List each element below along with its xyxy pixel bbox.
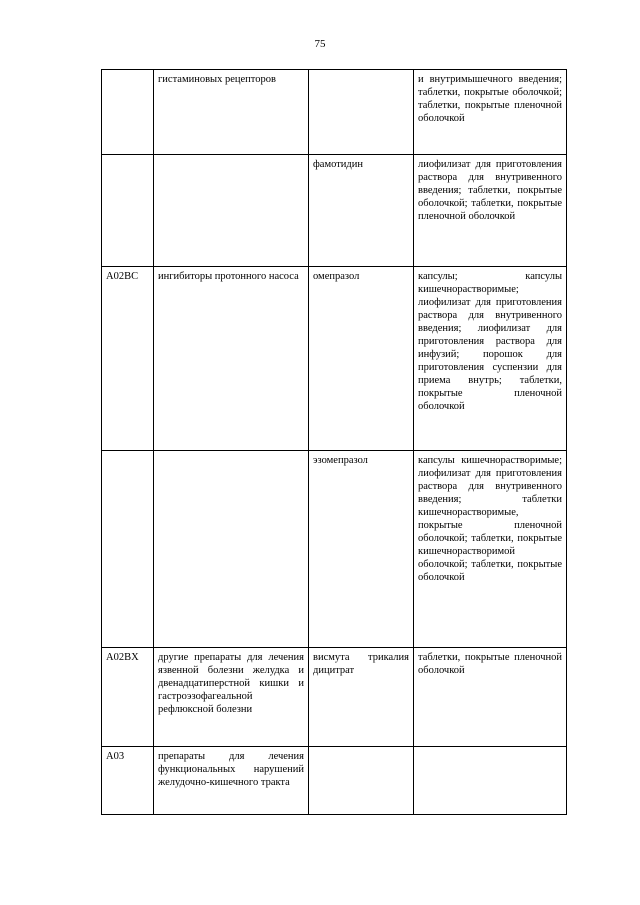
group-cell: другие препараты для лечения язвенной болезни желудка и двенадцатиперстной кишки и гастроэзофагеальной рефлюксной болезни (154, 648, 309, 747)
group-cell (154, 451, 309, 648)
substance-cell: висмута трикалия дицитрат (309, 648, 414, 747)
substance-cell (309, 70, 414, 155)
atc-code-cell (102, 70, 154, 155)
group-cell: гистаминовых рецепторов (154, 70, 309, 155)
dosage-forms-cell: таблетки, покрытые пленочной оболочкой (414, 648, 567, 747)
table-row (102, 648, 567, 747)
group-cell (154, 155, 309, 267)
atc-code-cell: A03 (102, 747, 154, 815)
dosage-forms-cell (414, 747, 567, 815)
atc-code-cell (102, 155, 154, 267)
substance-cell: омепразол (309, 267, 414, 451)
group-cell: препараты для лечения функциональных нарушений желудочно-кишечного тракта (154, 747, 309, 815)
atc-code-cell: A02BC (102, 267, 154, 451)
dosage-forms-cell: капсулы; капсулы кишечнорастворимые; лиофилизат для приготовления раствора для внутривенного введения; лиофилизат для приготовления раствора для инфузий; порошок для приготовления суспензии для приема внутрь; таблетки, покрытые пленочной оболочкой (414, 267, 567, 451)
atc-code-cell (102, 451, 154, 648)
page-number: 75 (314, 38, 326, 50)
substance-cell: эзомепразол (309, 451, 414, 648)
table-row (102, 747, 567, 815)
table-row (102, 451, 567, 648)
dosage-forms-cell: лиофилизат для приготовления раствора для внутривенного введения; таблетки, покрытые оболочкой; таблетки, покрытые пленочной оболочкой (414, 155, 567, 267)
table-row (102, 267, 567, 451)
table-row (102, 155, 567, 267)
table-row (102, 70, 567, 155)
group-cell: ингибиторы протонного насоса (154, 267, 309, 451)
substance-cell: фамотидин (309, 155, 414, 267)
dosage-forms-cell: капсулы кишечнорастворимые; лиофилизат для приготовления раствора для внутривенного введения; таблетки кишечнорастворимые, покрытые пленочной оболочкой; таблетки, покрытые кишечнорастворимой оболочкой; таблетки, покрытые оболочкой (414, 451, 567, 648)
substance-cell (309, 747, 414, 815)
dosage-forms-cell: и внутримышечного введения; таблетки, покрытые оболочкой; таблетки, покрытые пленочной оболочкой (414, 70, 567, 155)
atc-code-cell: A02BX (102, 648, 154, 747)
drug-table (101, 69, 567, 815)
